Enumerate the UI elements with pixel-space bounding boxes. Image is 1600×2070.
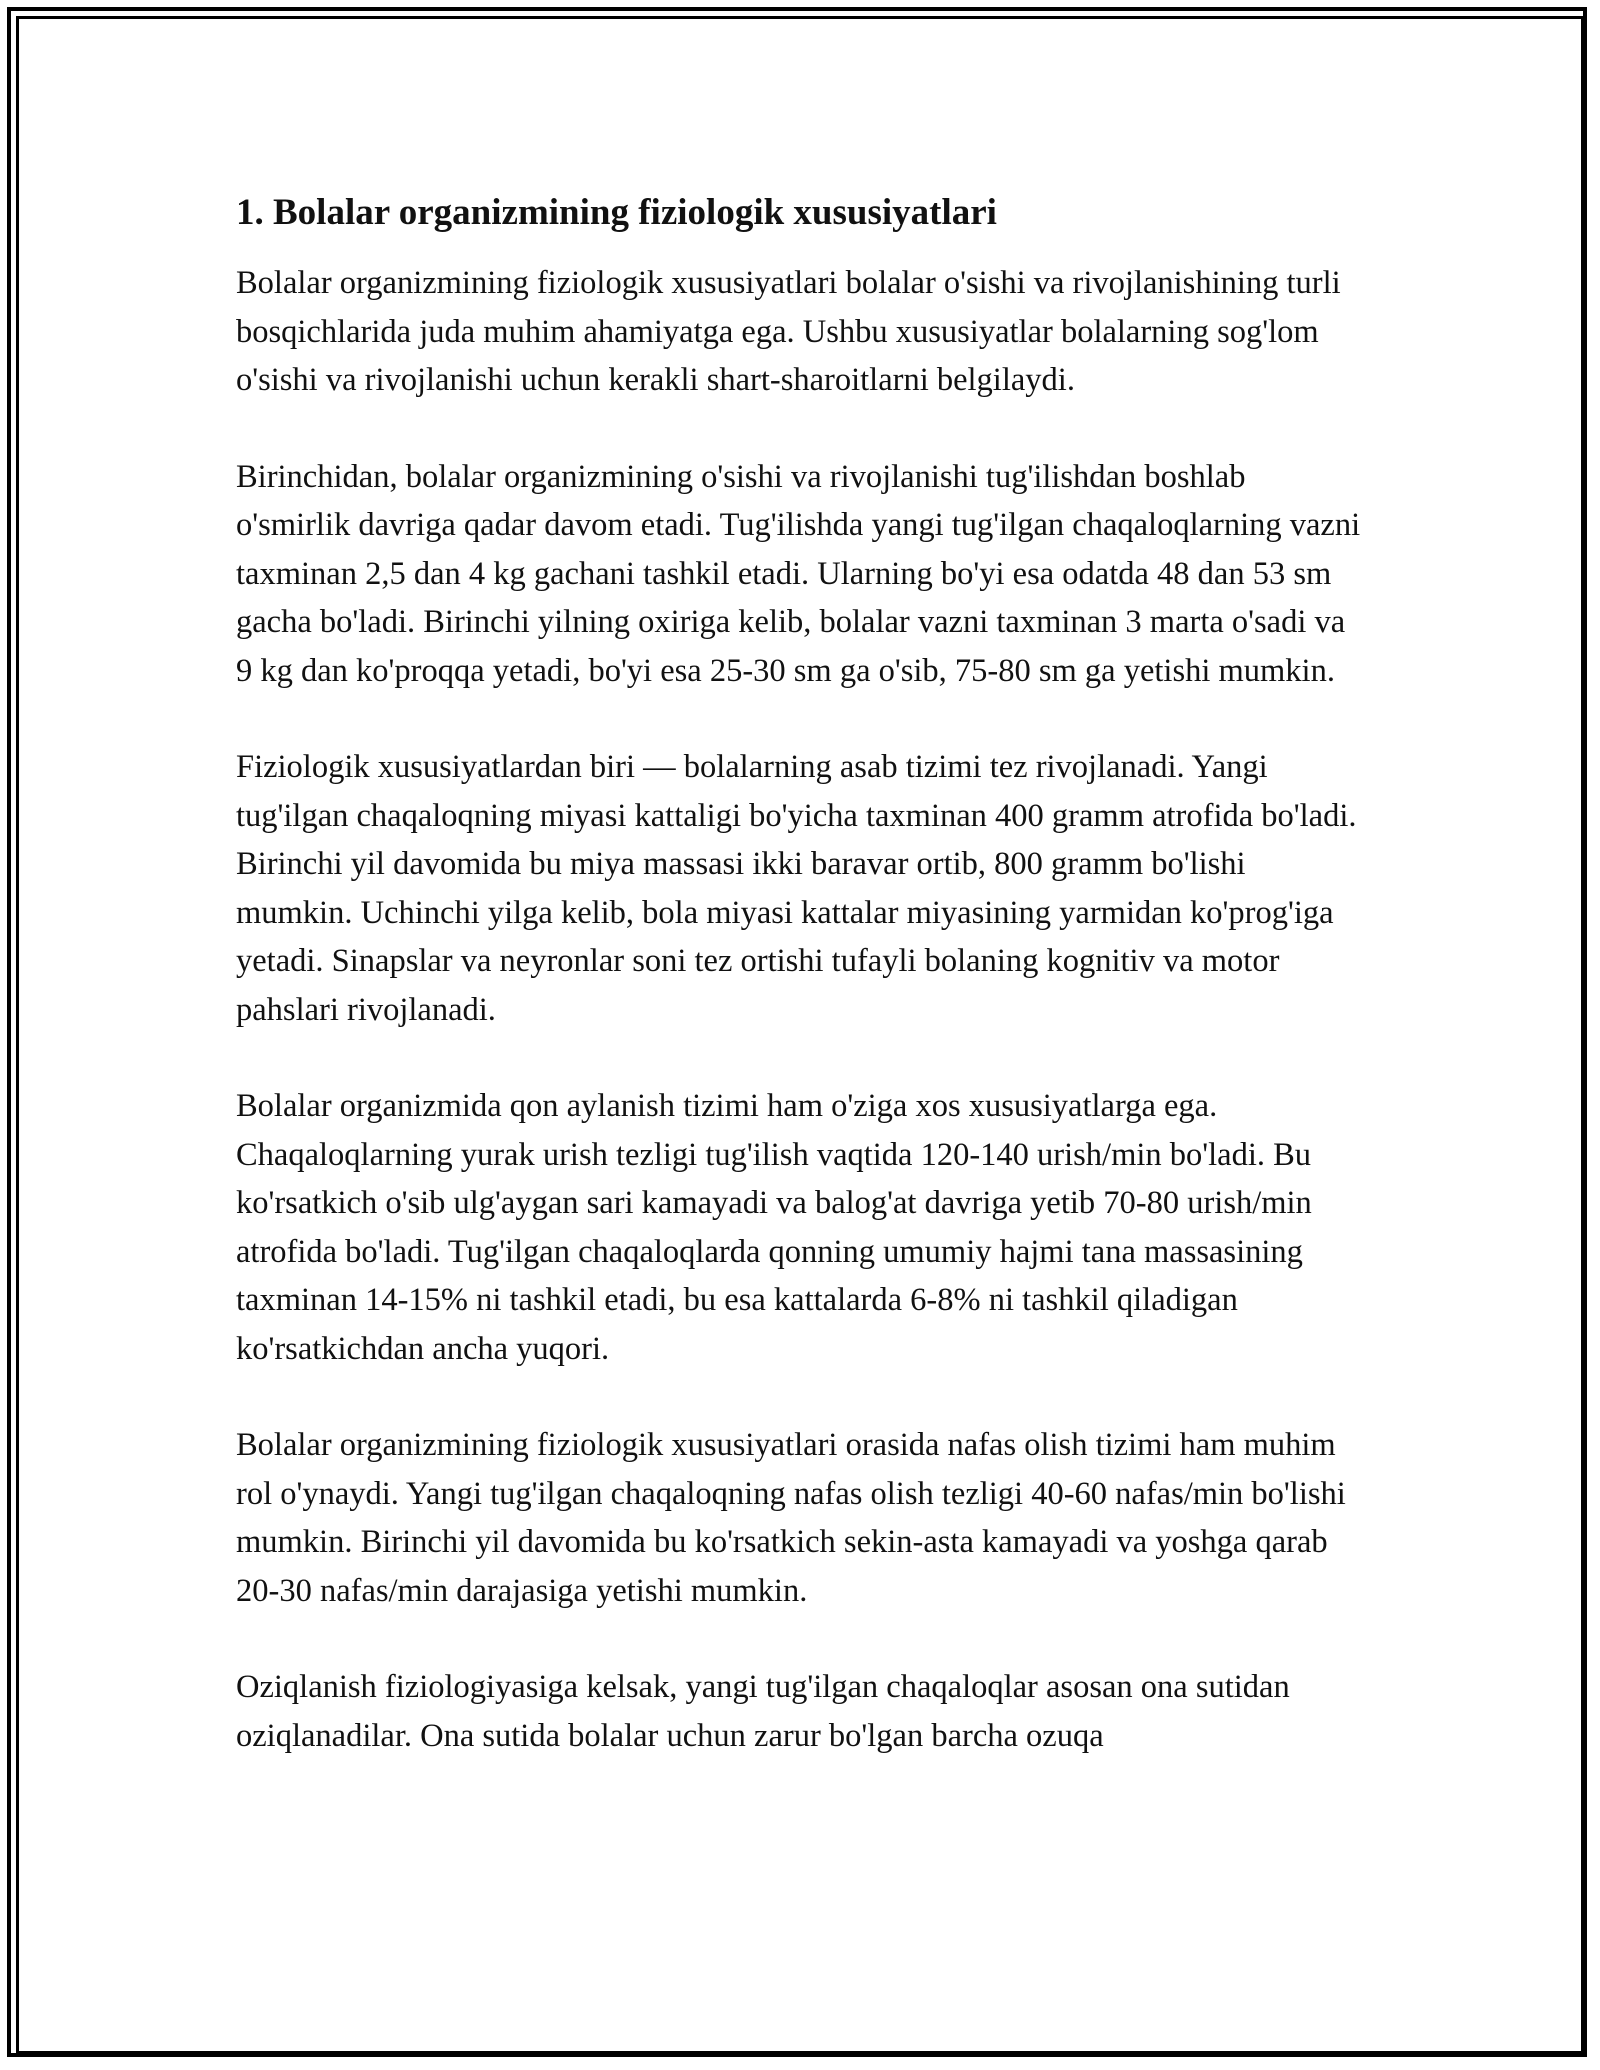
paragraph-intro: Bolalar organizmining fiziologik xususiyatlari bolalar o'sishi va rivojlanishining turli bosqichlarida juda muhim ahamiyatga ega. Ushbu xususiyatlar bolalarning sog'lom o'sishi va rivojlanishi uchun kerakli shart-sharoitlarni belgilaydi.	[236, 265, 1341, 398]
section-heading: 1. Bolalar organizmining fiziologik xususiyatlari	[236, 192, 997, 233]
paragraph-respiration: Bolalar organizmining fiziologik xususiyatlari orasida nafas olish tizimi ham muhim rol o'ynaydi. Yangi tug'ilgan chaqaloqning nafas olish tezligi 40-60 nafas/min bo'lishi mumkin. Birinchi yil davomida bu ko'rsatkich sekin-asta kamayadi va yoshga qarab 20-30 nafas/min darajasiga yetishi mumkin.	[236, 1427, 1346, 1609]
paragraph-growth: Birinchidan, bolalar organizmining o'sishi va rivojlanishi tug'ilishdan boshlab o'smirlik davriga qadar davom etadi. Tug'ilishda yangi tug'ilgan chaqaloqlarning vazni taxminan 2,5 dan 4 kg gachani tashkil etadi. Ularning bo'yi esa odatda 48 dan 53 sm gacha bo'ladi. Birinchi yilning oxiriga kelib, bolalar vazni taxminan 3 marta o'sadi va 9 kg dan ko'proqqa yetadi, bo'yi esa 25-30 sm ga o'sib, 75-80 sm ga yetishi mumkin.	[236, 458, 1361, 689]
paragraph-nutrition: Oziqlanish fiziologiyasiga kelsak, yangi tug'ilgan chaqaloqlar asosan ona sutidan oziqlanadilar. Ona sutida bolalar uchun zarur bo'lgan barcha ozuqa	[236, 1669, 1290, 1754]
paragraph-nervous-system: Fiziologik xususiyatlardan biri — bolalarning asab tizimi tez rivojlanadi. Yangi tug'ilgan chaqaloqning miyasi kattaligi bo'yicha taxminan 400 gramm atrofida bo'ladi. Birinchi yil davomida bu miya massasi ikki baravar ortib, 800 gramm bo'lishi mumkin. Uchinchi yilga kelib, bola miyasi kattalar miyasining yarmidan ko'prog'iga yetadi. Sinapslar va neyronlar soni tez ortishi tufayli bolaning kognitiv va motor pahslari rivojlanadi.	[236, 749, 1357, 1028]
document-body	[236, 188, 1366, 1808]
paragraph-circulation: Bolalar organizmida qon aylanish tizimi ham o'ziga xos xususiyatlarga ega. Chaqaloqlarning yurak urish tezligi tug'ilish vaqtida 120-140 urish/min bo'ladi. Bu ko'rsatkich o'sib ulg'aygan sari kamayadi va balog'at davriga yetib 70-80 urish/min atrofida bo'ladi. Tug'ilgan chaqaloqlarda qonning umumiy hajmi tana massasining taxminan 14-15% ni tashkil etadi, bu esa kattalarda 6-8% ni tashkil qiladigan ko'rsatkichdan ancha yuqori.	[236, 1088, 1312, 1367]
